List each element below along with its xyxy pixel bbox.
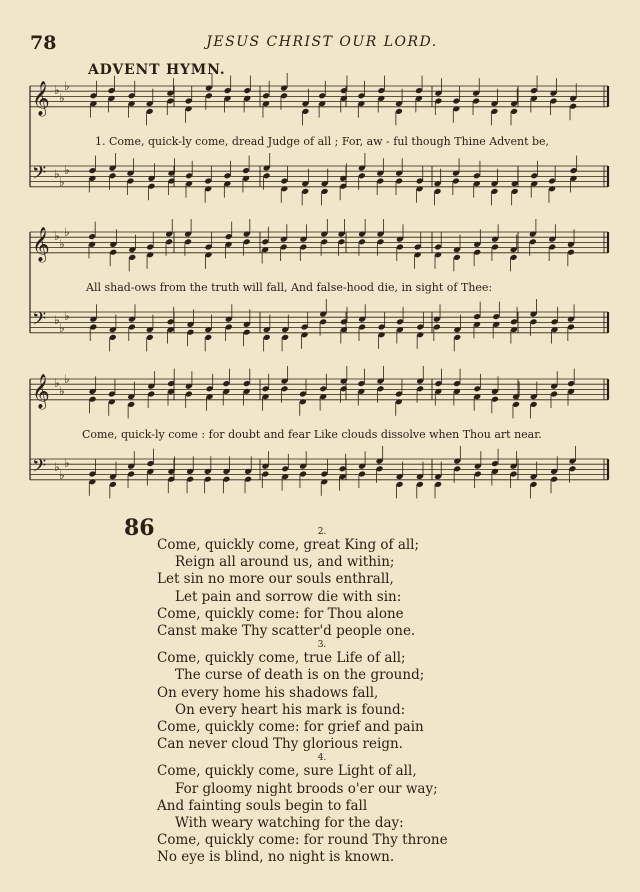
page-number: 78: [30, 32, 57, 54]
verse-line: And fainting souls begin to fall: [157, 797, 368, 814]
flat-icon: ♭: [59, 468, 65, 482]
verse-line: No eye is blind, no night is known.: [157, 849, 395, 866]
verse-line: On every heart his mark is found:: [175, 701, 406, 718]
bass-clef-icon: 𝄢: [32, 163, 47, 188]
flat-icon: ♭: [59, 321, 65, 335]
flat-icon: ♭: [59, 384, 65, 398]
stanza-number: 4.: [317, 753, 327, 764]
flat-icon: ♭: [54, 83, 60, 97]
system-2-lyric: All shad-ows from the truth will fall, And false-hood die, in sight of Thee:: [86, 281, 493, 294]
verse-line: The curse of death is on the ground;: [175, 667, 425, 684]
flat-icon: ♭: [54, 229, 60, 243]
flat-icon: ♭: [54, 376, 60, 390]
bass-clef-icon: 𝄢: [32, 309, 47, 334]
verse-line: For gloomy night broods o'er our way;: [175, 780, 438, 797]
running-title: JESUS CHRIST OUR LORD.: [206, 34, 438, 50]
tune-title: ADVENT HYMN.: [88, 62, 226, 78]
verses: [157, 527, 577, 867]
flat-icon: ♭: [64, 79, 70, 93]
bass-clef-icon: 𝄢: [32, 456, 47, 481]
verse-line: Come, quickly come, sure Light of all,: [157, 763, 417, 780]
flat-icon: ♭: [64, 163, 70, 177]
treble-clef-icon: 𝄞: [32, 227, 50, 262]
verse-line: On every home his shadows fall,: [157, 684, 379, 701]
verse-line: Can never cloud Thy glorious reign.: [157, 736, 403, 753]
flat-icon: ♭: [64, 309, 70, 323]
verse-line: Reign all around us, and within;: [175, 554, 395, 571]
hymn-number: 86: [124, 515, 155, 541]
verse-line: With weary watching for the day:: [175, 815, 404, 832]
verse-line: Come, quickly come: for round Thy throne: [157, 832, 448, 849]
verse-line: Let pain and sorrow die with sin:: [175, 588, 402, 605]
verse-line: Come, quickly come, true Life of all;: [157, 650, 406, 667]
verse-line: Come, quickly come: for grief and pain: [157, 719, 424, 736]
flat-icon: ♭: [54, 313, 60, 327]
system-1-lyric: 1. Come, quick-ly come, dread Judge of all ; For, aw - ful though Thine Advent be,: [95, 135, 550, 148]
stanza-4: [157, 753, 577, 866]
stanza-3: [157, 640, 577, 753]
verse-line: Let sin no more our souls enthrall,: [157, 571, 394, 588]
stanza-number: 2.: [317, 527, 327, 537]
stanza-number: 3.: [317, 640, 327, 651]
verse-line: Canst make Thy scatter'd people one.: [157, 623, 416, 640]
flat-icon: ♭: [54, 460, 60, 474]
verse-line: Come, quickly come: for Thou alone: [157, 605, 404, 622]
stanza-2: [157, 527, 577, 640]
flat-icon: ♭: [64, 372, 70, 386]
flat-icon: ♭: [59, 175, 65, 189]
flat-icon: ♭: [64, 225, 70, 239]
treble-clef-icon: 𝄞: [32, 81, 50, 116]
flat-icon: ♭: [64, 456, 70, 470]
flat-icon: ♭: [59, 237, 65, 251]
flat-icon: ♭: [54, 167, 60, 181]
system-3-lyric: Come, quick-ly come : for doubt and fear Like clouds dissolve when Thou art near.: [82, 428, 542, 441]
treble-clef-icon: 𝄞: [32, 374, 50, 409]
verse-line: Come, quickly come, great King of all;: [157, 537, 420, 553]
flat-icon: ♭: [59, 91, 65, 105]
